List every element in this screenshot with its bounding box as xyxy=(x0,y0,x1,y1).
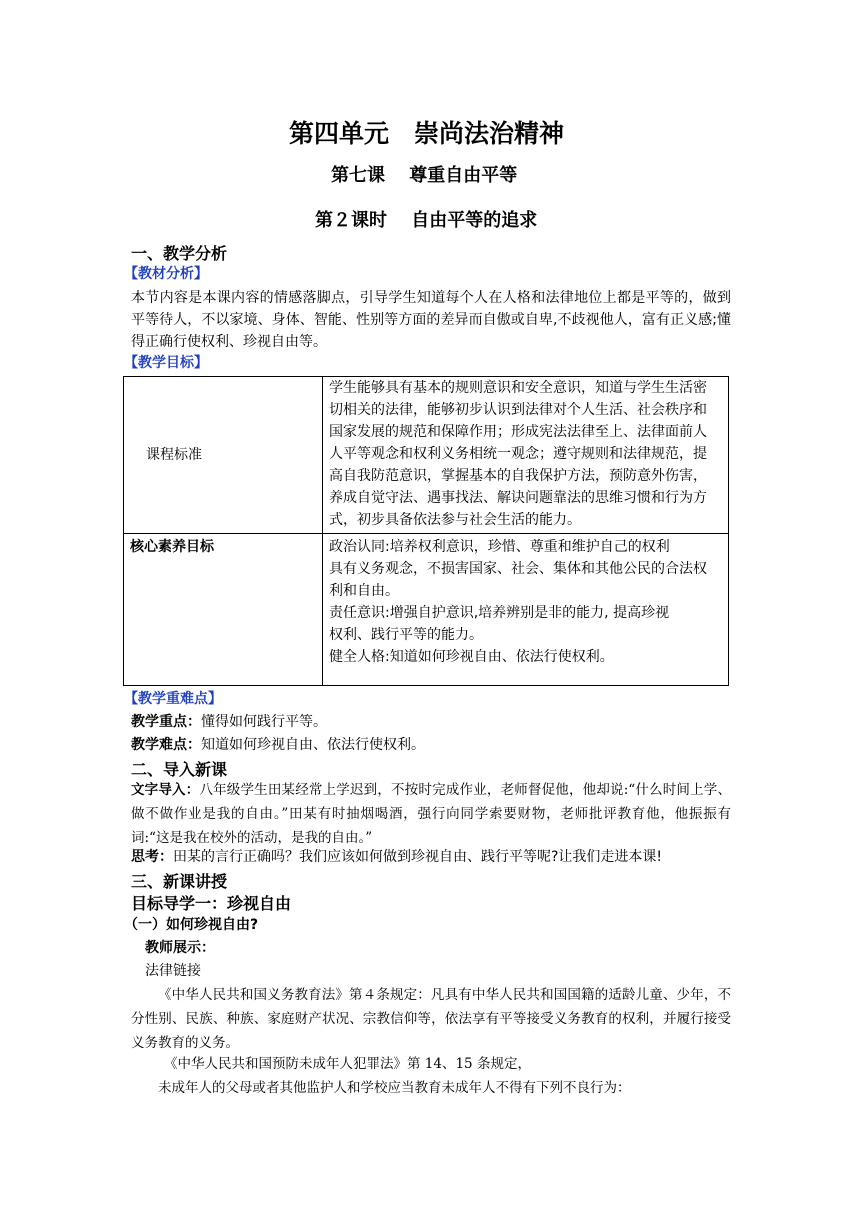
table-line: 人平等观念和权利义务相统一观念；遵守规则和法律规范，提 xyxy=(329,446,707,462)
unit-title: 第四单元 崇尚法治精神 xyxy=(289,119,565,148)
lesson-title: 第七课 尊重自由平等 xyxy=(331,165,518,186)
table-line: 高自我防范意识，掌握基本的自我保护方法，预防意外伤害， xyxy=(329,468,707,484)
table-row-content xyxy=(323,534,729,686)
table-row xyxy=(124,377,729,534)
table-line: 权利、践行平等的能力。 xyxy=(329,627,483,643)
law-link-label: 法律链接 xyxy=(145,963,201,979)
section-heading-intro: 二、导入新课 xyxy=(131,760,228,779)
table-row-label: 核心素养目标 xyxy=(124,534,323,686)
key-point-text: 懂得如何践行平等。 xyxy=(201,714,327,730)
table-line: 国家发展的规范和保障作用；形成宪法法律至上、法律面前人 xyxy=(329,424,707,440)
period-title: 第２课时 自由平等的追求 xyxy=(315,210,538,231)
section-heading-new-lesson: 三、新课讲授 xyxy=(131,872,228,891)
table-line: 利和自由。 xyxy=(329,583,399,599)
table-line: 政治认同:培养权利意识，珍惜、尊重和维护自己的权利 xyxy=(329,539,670,555)
difficult-point-label: 教学难点： xyxy=(131,737,201,753)
tag-key-difficult: 【教学重难点】 xyxy=(124,691,222,707)
difficult-point-text: 知道如何珍视自由、依法行使权利。 xyxy=(201,737,425,753)
tag-teaching-goals: 【教学目标】 xyxy=(124,355,208,371)
think-text: 田某的言行正确吗？我们应该如何做到珍视自由、践行平等呢?让我们走进本课! xyxy=(173,849,663,865)
law-paragraph-3: 未成年人的父母或者其他监护人和学校应当教育未成年人不得有下列不良行为： xyxy=(158,1080,631,1096)
intro-text: 八年级学生田某经常上学迟到，不按时完成作业，老师督促他，他却说:“什么时间上学、做不做作业是我的自由。”田某有时抽烟喝酒，强行向同学索要财物，老师批评教育他，他振振有词:“这是我在校外的活动，是我的自由。” xyxy=(131,782,731,846)
table-row-label: 课程标准 xyxy=(124,377,323,534)
table-row-content xyxy=(323,377,729,534)
table-line: 责任意识:增强自护意识,培养辨别是非的能力, 提高珍视 xyxy=(329,605,670,621)
goal-guide-1: 目标导学一：珍视自由 xyxy=(131,894,292,913)
difficult-point-line xyxy=(131,734,425,756)
intro-label: 文字导入： xyxy=(131,782,200,798)
subheading-cherish-freedom: （一）如何珍视自由? xyxy=(124,917,259,933)
table-line: 学生能够具有基本的规则意识和安全意识，知道与学生生活密 xyxy=(329,380,707,396)
table-line: 养成自觉守法、遇事找法、解诀问题靠法的思维习惯和行为方 xyxy=(329,490,707,506)
teaching-goals-table xyxy=(123,376,729,686)
teacher-show-label: 教师展示： xyxy=(145,940,215,956)
think-label: 思考： xyxy=(131,849,173,865)
table-line: 切相关的法律，能够初步认识到法律对个人生活、社会秩序和 xyxy=(329,402,707,418)
intro-paragraph xyxy=(131,778,731,850)
table-line: 健全人格:知道如何珍视自由、依法行使权利。 xyxy=(329,649,614,665)
think-line xyxy=(131,846,662,868)
law-paragraph-1: 《中华人民共和国义务教育法》第４条规定：凡具有中华人民共和国国籍的适龄儿童、少年，不分性别、民族、种族、家庭财产状况、宗教信仰等，依法享有平等接受义务教育的权利，并履行接受义务教育的义务。 xyxy=(131,987,731,1051)
table-line: 式，初步具备依法参与社会生活的能力。 xyxy=(329,512,581,528)
key-point-line xyxy=(131,711,327,733)
table-line: 具有义务观念，不损害国家、社会、集体和其他公民的合法权 xyxy=(329,561,707,577)
key-point-label: 教学重点： xyxy=(131,714,201,730)
table-row xyxy=(124,534,729,686)
material-analysis-text: 本节内容是本课内容的情感落脚点，引导学生知道每个人在人格和法律地位上都是平等的，做到平等待人，不以家境、身体、智能、性别等方面的差异而自傲或自卑,不歧视他人，富有正义感;懂得正确行使权利、珍视自由等。 xyxy=(131,290,731,350)
law-paragraph-2: 《中华人民共和国预防未成年人犯罪法》第 14、15 条规定， xyxy=(164,1056,531,1072)
section-heading-analysis: 一、教学分析 xyxy=(131,244,228,263)
tag-material-analysis: 【教材分析】 xyxy=(124,266,208,282)
